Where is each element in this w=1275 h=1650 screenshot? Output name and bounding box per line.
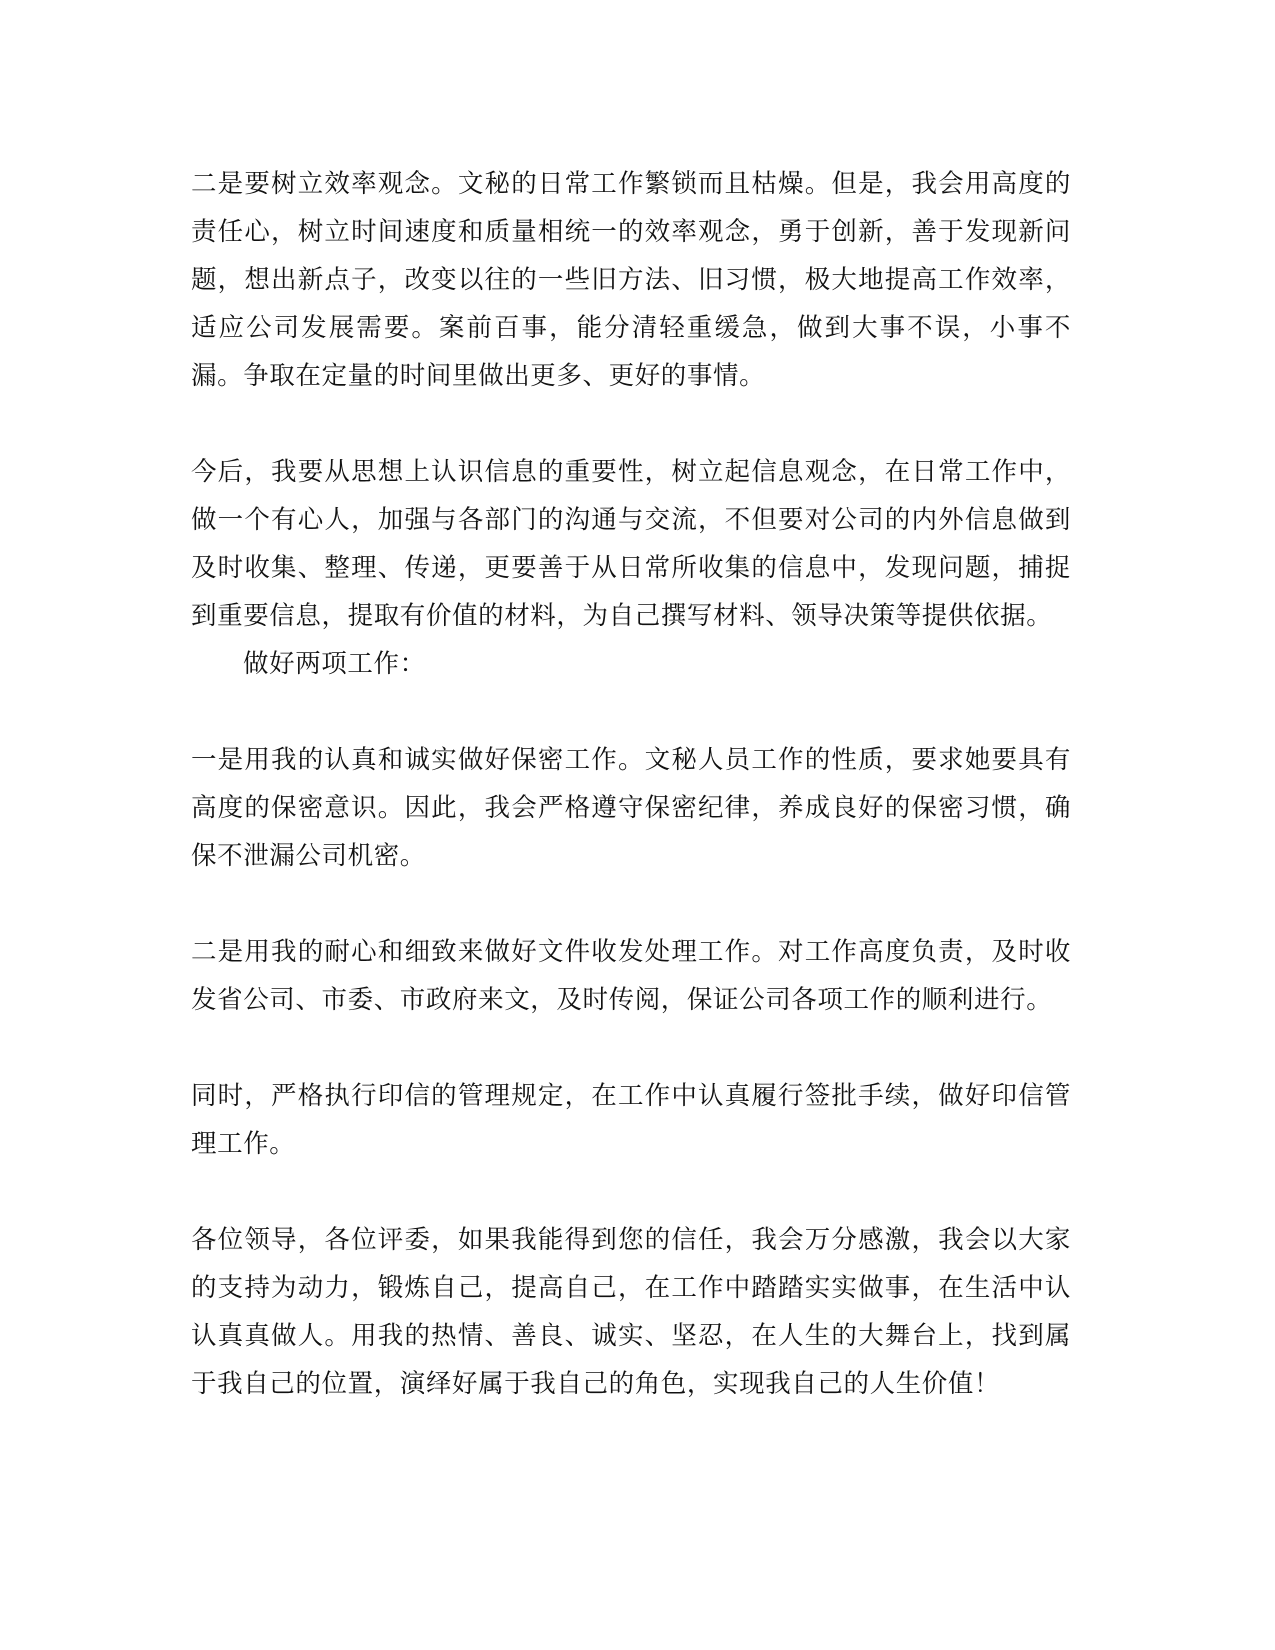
paragraph-spacer <box>191 880 1071 928</box>
paragraph-confidentiality: 一是用我的认真和诚实做好保密工作。文秘人员工作的性质，要求她要具有高度的保密意识。因此，我会严格遵守保密纪律，养成良好的保密习惯，确保不泄漏公司机密。 <box>191 745 1071 871</box>
document-body <box>191 160 1071 1408</box>
paragraph-spacer <box>191 1168 1071 1216</box>
paragraph-closing: 各位领导，各位评委，如果我能得到您的信任，我会万分感激，我会以大家的支持为动力，锻炼自己，提高自己，在工作中踏踏实实做事，在生活中认认真真做人。用我的热情、善良、诚实、坚忍，在人生的大舞台上，找到属于我自己的位置，演绎好属于我自己的角色，实现我自己的人生价值！ <box>191 1225 1071 1399</box>
section-heading-two-tasks: 做好两项工作： <box>243 649 426 679</box>
paragraph-efficiency: 二是要树立效率观念。文秘的日常工作繁锁而且枯燥。但是，我会用高度的责任心，树立时间速度和质量相统一的效率观念，勇于创新，善于发现新问题，想出新点子，改变以往的一些旧方法、旧习惯，极大地提高工作效率，适应公司发展需要。案前百事，能分清轻重缓急，做到大事不误，小事不漏。争取在定量的时间里做出更多、更好的事情。 <box>191 169 1071 391</box>
paragraph-spacer <box>191 1024 1071 1072</box>
paragraph-seal-management: 同时，严格执行印信的管理规定，在工作中认真履行签批手续，做好印信管理工作。 <box>191 1081 1071 1159</box>
paragraph-document-handling: 二是用我的耐心和细致来做好文件收发处理工作。对工作高度负责，及时收发省公司、市委、市政府来文，及时传阅，保证公司各项工作的顺利进行。 <box>191 937 1071 1015</box>
paragraph-spacer <box>191 688 1071 736</box>
paragraph-information: 今后，我要从思想上认识信息的重要性，树立起信息观念，在日常工作中，做一个有心人，加强与各部门的沟通与交流，不但要对公司的内外信息做到及时收集、整理、传递，更要善于从日常所收集的信息中，发现问题，捕捉到重要信息，提取有价值的材料，为自己撰写材料、领导决策等提供依据。 <box>191 457 1071 631</box>
paragraph-spacer <box>191 400 1071 448</box>
